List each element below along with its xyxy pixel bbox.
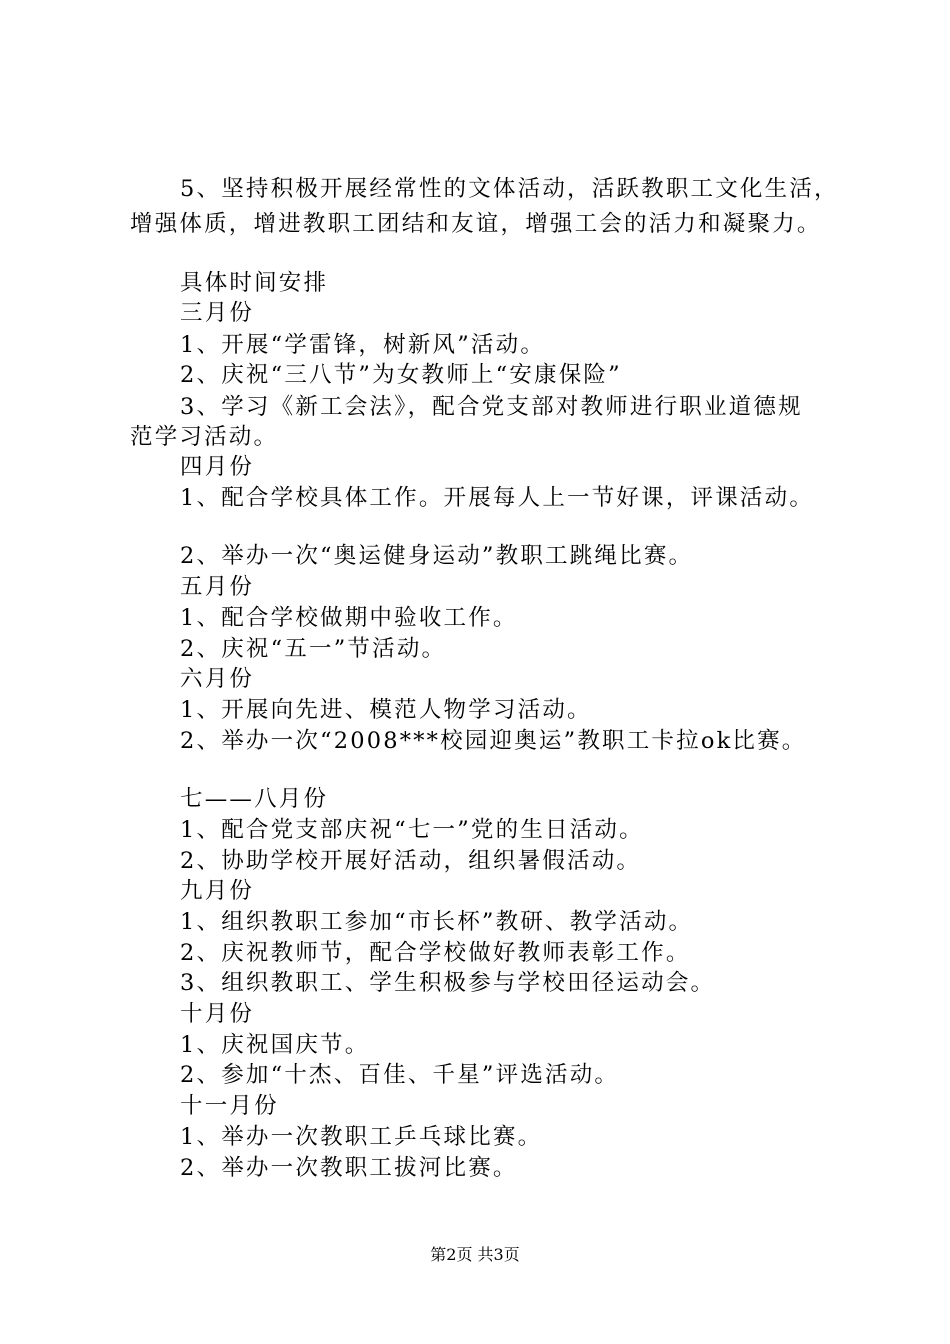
oct-item-2: 2、参加“十杰、百佳、千星”评选活动。: [180, 1062, 620, 1088]
june-item-1: 1、开展向先进、模范人物学习活动。: [180, 697, 592, 723]
sept-item-1: 1、组织教职工参加“市长杯”教研、教学活动。: [180, 909, 694, 935]
schedule-heading: 具体时间安排: [180, 270, 329, 296]
may-item-2: 2、庆祝“五一”节活动。: [180, 636, 447, 662]
march-item-3a: 3、学习《新工会法》，配合党支部对教师进行职业道德规: [180, 394, 803, 420]
oct-heading: 十月份: [180, 1001, 255, 1027]
intro-line-2: 增强体质，增进教职工团结和友谊，增强工会的活力和凝聚力。: [130, 211, 822, 237]
oct-item-1: 1、庆祝国庆节。: [180, 1032, 370, 1058]
march-item-2: 2、庆祝“三八节”为女教师上“安康保险”: [180, 362, 622, 388]
sept-heading: 九月份: [180, 878, 255, 904]
march-item-1: 1、开展“学雷锋，树新风”活动。: [180, 332, 546, 358]
march-heading: 三月份: [180, 300, 255, 326]
nov-heading: 十一月份: [180, 1093, 279, 1119]
july-aug-item-2: 2、协助学校开展好活动，组织暑假活动。: [180, 848, 642, 874]
intro-line-1: 5、坚持积极开展经常性的文体活动，活跃教职工文化生活，: [180, 176, 839, 202]
june-heading: 六月份: [180, 666, 255, 692]
july-aug-heading: 七——八月份: [180, 786, 329, 812]
may-heading: 五月份: [180, 574, 255, 600]
page-footer: 第2页 共3页: [430, 1245, 520, 1264]
april-heading: 四月份: [180, 454, 255, 480]
july-aug-item-1: 1、配合党支部庆祝“七一”党的生日活动。: [180, 817, 644, 843]
sept-item-2: 2、庆祝教师节，配合学校做好教师表彰工作。: [180, 940, 691, 966]
sept-item-3: 3、组织教职工、学生积极参与学校田径运动会。: [180, 970, 716, 996]
april-item-2: 2、举办一次“奥运健身运动”教职工跳绳比赛。: [180, 543, 694, 569]
march-item-3b: 范学习活动。: [130, 424, 279, 450]
nov-item-2: 2、举办一次教职工拔河比赛。: [180, 1155, 518, 1181]
june-item-2: 2、举办一次“2008***校园迎奥运”教职工卡拉ok比赛。: [180, 728, 807, 754]
may-item-1: 1、配合学校做期中验收工作。: [180, 605, 518, 631]
april-item-1: 1、配合学校具体工作。开展每人上一节好课，评课活动。: [180, 485, 815, 511]
nov-item-1: 1、举办一次教职工乒乓球比赛。: [180, 1124, 543, 1150]
